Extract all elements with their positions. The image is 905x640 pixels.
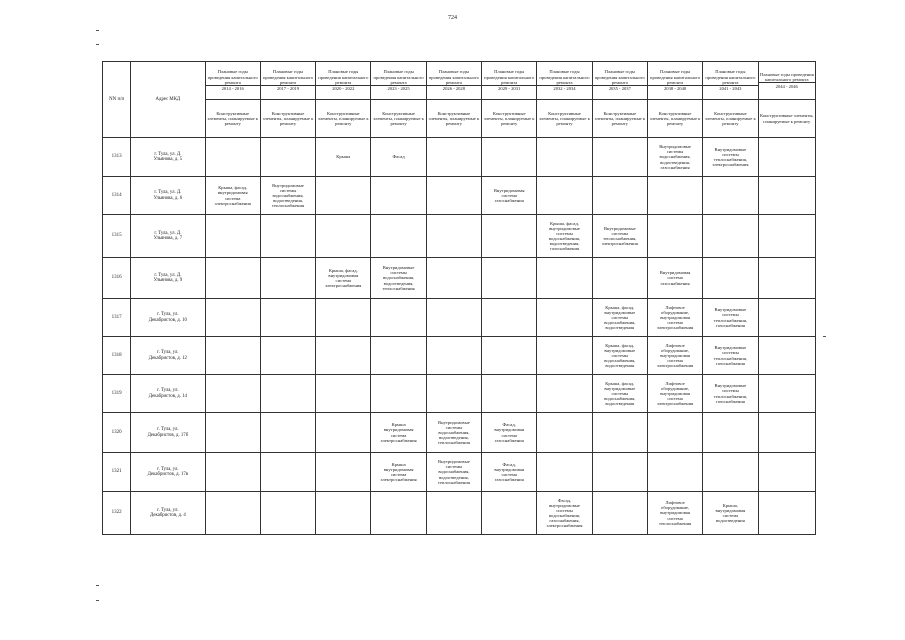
plan-cell [647,337,702,375]
plan-cell [647,413,702,453]
plan-cell [758,492,815,535]
plan-cell [703,215,758,258]
period-title: Плановые годы проведения капитального ремонта [207,69,258,85]
plan-cell-text: Лифтовое оборудование, внутридомовая система электроснабжения [657,380,694,407]
period-years: 2020 - 2022 [316,85,370,92]
plan-cell-text: Внутридомовые системы водоснабжения, водоотведения, теплоснабжения [437,459,470,485]
plan-cell-text: Крыша внутридомовая система электроснабжения [380,422,417,443]
plan-cell [592,337,647,375]
elements-header-cell: Конструктивные элементы, планируемые к ремонту [592,100,647,138]
plan-cell [426,258,481,299]
plan-cell [371,215,426,258]
row-number: 1319 [103,375,131,413]
plan-cell [647,258,702,299]
plan-cell [758,453,815,492]
plan-cell [592,492,647,535]
plan-cell [537,413,592,453]
plan-cell [703,413,758,453]
period-years: 2017 - 2019 [261,85,315,92]
address-header: Адрес МКД [131,62,205,138]
plan-cell [703,337,758,375]
plan-cell [260,375,315,413]
elements-header-cell: Конструктивные элементы, планируемые к ремонту [482,100,537,138]
table-row [103,492,816,535]
table-row [103,337,816,375]
plan-cell [537,177,592,215]
plan-cell-text: Крыша внутридомовая система электроснабжения [380,461,417,483]
plan-cell [426,492,481,535]
plan-cell [426,413,481,453]
plan-cell [703,453,758,492]
plan-cell-text: Внутридомовые системы теплоснабжения, газоснабжения [713,307,748,328]
plan-cell-text: Крыша, внутридомовая система водоотведения [715,502,746,524]
plan-cell [758,413,815,453]
plan-cell [426,177,481,215]
plan-cell [592,177,647,215]
plan-cell [371,299,426,337]
plan-cell [758,177,815,215]
plan-cell [205,375,260,413]
plan-cell-text: Крыша, фасад, внутридомовая система электроснабжения [325,267,362,289]
plan-cell [647,492,702,535]
plan-cell-text: Внутридомовая система газоснабжения [493,187,525,204]
plan-cell-text: Внутридомовые системы водоснабжения, водоотведения, теплоснабжения [382,265,415,291]
plan-cell [205,337,260,375]
plan-cell-text: Внутридомовые системы теплоснабжения, электроснабжения [601,225,638,247]
row-address-text: г. Тула, ул. Д. Ульянова, д. 9 [153,272,183,283]
period-years: 2038 - 2040 [648,85,702,92]
plan-cell [482,299,537,337]
page-number: 724 [448,15,457,21]
plan-cell [426,375,481,413]
table-row [103,453,816,492]
plan-cell-text: Лифтовое оборудование, внутридомовая система электроснабжения [657,342,694,369]
plan-cell-text: Внутридомовые системы теплоснабжения, электроснабжения [712,146,749,168]
plan-cell [758,299,815,337]
plan-cell [703,258,758,299]
period-title: Плановые годы проведения капитального ремонта [650,69,701,85]
plan-cell-text: Лифтовое оборудование, внутридомовая система теплоснабжения [659,500,692,526]
plan-cell [371,177,426,215]
plan-cell [482,138,537,177]
plan-cell [205,492,260,535]
period-header-cell [592,62,647,100]
row-address-text: г. Тула, ул. Декабристов, д. 4 [150,507,186,518]
plan-cell [205,299,260,337]
elements-header-cell: Конструктивные элементы, планируемые к ремонту [647,100,702,138]
elements-header-cell: Конструктивные элементы, планируемые к ремонту [371,100,426,138]
row-address [131,492,205,535]
margin-mark [96,44,99,45]
table-row [103,258,816,299]
plan-cell [537,492,592,535]
plan-cell [371,453,426,492]
plan-cell-text: Крыша [336,154,351,160]
plan-cell [426,215,481,258]
row-address [131,337,205,375]
plan-cell [537,337,592,375]
row-address [131,138,205,177]
table-row [103,215,816,258]
row-address [131,453,205,492]
plan-cell-text: Внутридомовые системы теплоснабжения, газоснабжения [713,383,748,404]
plan-cell-text: Лифтовое оборудование, внутридомовая система электроснабжения [657,304,694,331]
plan-cell [316,215,371,258]
row-number: 1313 [103,138,131,177]
table-row [103,413,816,453]
period-header-cell [482,62,537,100]
plan-cell [316,258,371,299]
plan-cell [316,413,371,453]
plan-cell [260,138,315,177]
plan-cell [537,299,592,337]
plan-cell [647,138,702,177]
plan-cell [647,215,702,258]
elements-header-cell: Конструктивные элементы, планируемые к ремонту [205,100,260,138]
row-number: 1314 [103,177,131,215]
period-header-cell [758,62,815,100]
plan-cell-text: Крыша, фасад, внутридомовые системы водоснабжения, водоотведения [604,304,636,331]
plan-cell [371,258,426,299]
row-number: 1317 [103,299,131,337]
plan-cell-text: Крыша, фасад, внутридомовые системы водоснабжения, водоотведения [604,342,636,369]
period-title: Плановые годы проведения капитального ремонта [594,69,645,85]
period-header-cell [537,62,592,100]
elements-header-cell: Конструктивные элементы, планируемые к ремонту [537,100,592,138]
table-row [103,177,816,215]
plan-cell [758,337,815,375]
plan-cell [592,215,647,258]
plan-cell-text: Фасад, внутридомовая система газоснабжения [494,422,525,443]
row-address-text: г. Тула, ул. Декабристов, д. 17б [147,427,189,438]
period-title: Плановые годы проведения капитального ремонта [373,69,424,85]
plan-cell-text: Фасад [392,154,405,160]
plan-cell [482,375,537,413]
row-address [131,413,205,453]
period-title: Плановые годы проведения капитального ремонта [262,69,314,85]
row-address-text: г. Тула, ул. Декабристов, д. 14 [148,388,187,399]
margin-mark [96,30,99,31]
period-header-cell [703,62,758,100]
row-address-text: г. Тула, ул. Декабристов, д. 12 [148,350,187,361]
plan-cell [592,299,647,337]
elements-header-cell: Конструктивные элементы, планируемые к ремонту [260,100,315,138]
plan-cell [205,413,260,453]
plan-cell [758,215,815,258]
plan-cell-text: Внутридомовые системы водоснабжения, водоотведения, теплоснабжения [437,419,470,446]
row-number: 1321 [103,453,131,492]
elements-header-cell: Конструктивные элементы, планируемые к ремонту [703,100,758,138]
period-header-cell [316,62,371,100]
row-address [131,215,205,258]
plan-cell [647,299,702,337]
plan-cell [703,177,758,215]
plan-cell [371,138,426,177]
plan-cell [426,138,481,177]
period-header-cell [426,62,481,100]
period-header-cell [371,62,426,100]
period-title: Плановые годы проведения капитального ремонта [759,72,814,83]
period-title: Плановые годы проведения капитального ремонта [318,69,369,85]
plan-cell [260,453,315,492]
margin-mark [823,336,826,337]
plan-cell [260,492,315,535]
plan-cell [482,413,537,453]
plan-cell [537,258,592,299]
period-title: Плановые годы проведения капитального ремонта [539,69,590,85]
period-years: 2029 - 2031 [482,85,536,92]
plan-cell [260,258,315,299]
plan-cell [703,299,758,337]
plan-cell [205,177,260,215]
plan-cell [592,258,647,299]
row-address [131,375,205,413]
header-row-elements [103,100,816,138]
plan-cell [703,492,758,535]
plan-cell-text: Внутридомовые системы водоснабжения, водоотведения, газоснабжения [659,144,691,170]
plan-cell [537,138,592,177]
row-address [131,177,205,215]
plan-cell [482,337,537,375]
margin-mark [96,585,99,586]
plan-cell-text: Внутридомовая система газоснабжения [659,270,691,286]
margin-mark [96,600,99,601]
row-number: 1322 [103,492,131,535]
period-header-cell [205,62,260,100]
elements-header-cell: Конструктивные элементы, планируемые к ремонту [758,100,815,138]
plan-cell-text: Фасад, внутридомовая система газоснабжения [494,461,525,483]
plan-cell [316,138,371,177]
plan-cell [260,299,315,337]
row-address-text: г. Тула, ул. Д. Ульянова, д. 6 [153,190,183,201]
period-years: 2041 - 2043 [703,85,757,92]
plan-cell [482,258,537,299]
table-row [103,375,816,413]
plan-cell [260,413,315,453]
period-years: 2023 - 2025 [371,85,425,92]
plan-cell [316,453,371,492]
plan-cell [647,453,702,492]
plan-cell [482,453,537,492]
plan-cell-text: Крыша, фасад, внутридомовая система электроснабжения [214,185,251,206]
plan-cell [205,138,260,177]
period-header-cell [260,62,315,100]
row-address [131,258,205,299]
row-address-text: г. Тула, ул. Д. Ульянова, д. 7 [153,230,183,241]
plan-cell [316,337,371,375]
plan-cell [482,215,537,258]
table-row [103,299,816,337]
plan-cell [592,375,647,413]
plan-cell [592,453,647,492]
plan-cell [647,177,702,215]
plan-cell [758,375,815,413]
row-number: 1320 [103,413,131,453]
plan-cell [316,375,371,413]
row-address [131,299,205,337]
plan-cell [260,337,315,375]
plan-cell [758,138,815,177]
plan-cell [371,337,426,375]
period-title: Плановые годы проведения капитального ремонта [428,69,479,85]
period-title: Плановые годы проведения капитального ремонта [484,69,535,85]
plan-cell-text: Фасад, внутридомовые системы водоснабжения, газоснабжения, электроснабжения [546,497,583,529]
plan-cell [205,215,260,258]
plan-cell [205,453,260,492]
plan-cell [482,492,537,535]
plan-cell [316,177,371,215]
plan-cell [537,215,592,258]
plan-cell [260,177,315,215]
plan-cell [426,299,481,337]
plan-cell [592,138,647,177]
plan-cell [482,177,537,215]
elements-header-cell: Конструктивные элементы, планируемые к ремонту [316,100,371,138]
capital-repair-plan-table [102,61,816,535]
row-number: 1315 [103,215,131,258]
plan-cell [316,299,371,337]
plan-cell-text: Крыша, фасад, внутридомовые системы водоснабжения, водоотведения [604,380,636,407]
plan-cell [758,258,815,299]
row-address-text: г. Тула, ул. Д. Ульянова, д. 5 [153,151,183,162]
plan-cell [205,258,260,299]
plan-cell [371,375,426,413]
plan-cell-text: Крыша, фасад, внутридомовые системы водоснабжения, водоотведения, газоснабжения [548,220,581,252]
plan-cell [426,337,481,375]
plan-cell [703,138,758,177]
period-years: 2014 - 2016 [206,85,260,92]
plan-cell [426,453,481,492]
period-header-cell [647,62,702,100]
plan-cell [703,375,758,413]
elements-header-cell: Конструктивные элементы, планируемые к ремонту [426,100,481,138]
header-row-periods [103,62,816,100]
plan-cell [371,413,426,453]
period-years: 2032 - 2034 [537,85,591,92]
nn-header: NN п/п [103,62,131,138]
plan-cell [537,453,592,492]
row-number: 1316 [103,258,131,299]
plan-cell [537,375,592,413]
row-address-text: г. Тула, ул. Декабристов, д. 17в [147,466,189,477]
plan-cell [371,492,426,535]
plan-cell-text: Внутридомовые системы теплоснабжения, газоснабжения [713,345,748,366]
table-row [103,138,816,177]
plan-cell [316,492,371,535]
plan-cell [260,215,315,258]
row-number: 1318 [103,337,131,375]
plan-cell-text: Внутридомовые системы водоснабжения, водоотведения, теплоснабжения [271,182,305,209]
plan-cell [592,413,647,453]
row-address-text: г. Тула, ул. Декабристов, д. 10 [148,312,187,323]
plan-cell [647,375,702,413]
period-years: 2044 - 2046 [759,82,815,89]
period-title: Плановые годы проведения капитального ремонта [705,69,756,85]
period-years: 2035 - 2037 [593,85,647,92]
period-years: 2026 - 2028 [427,85,481,92]
